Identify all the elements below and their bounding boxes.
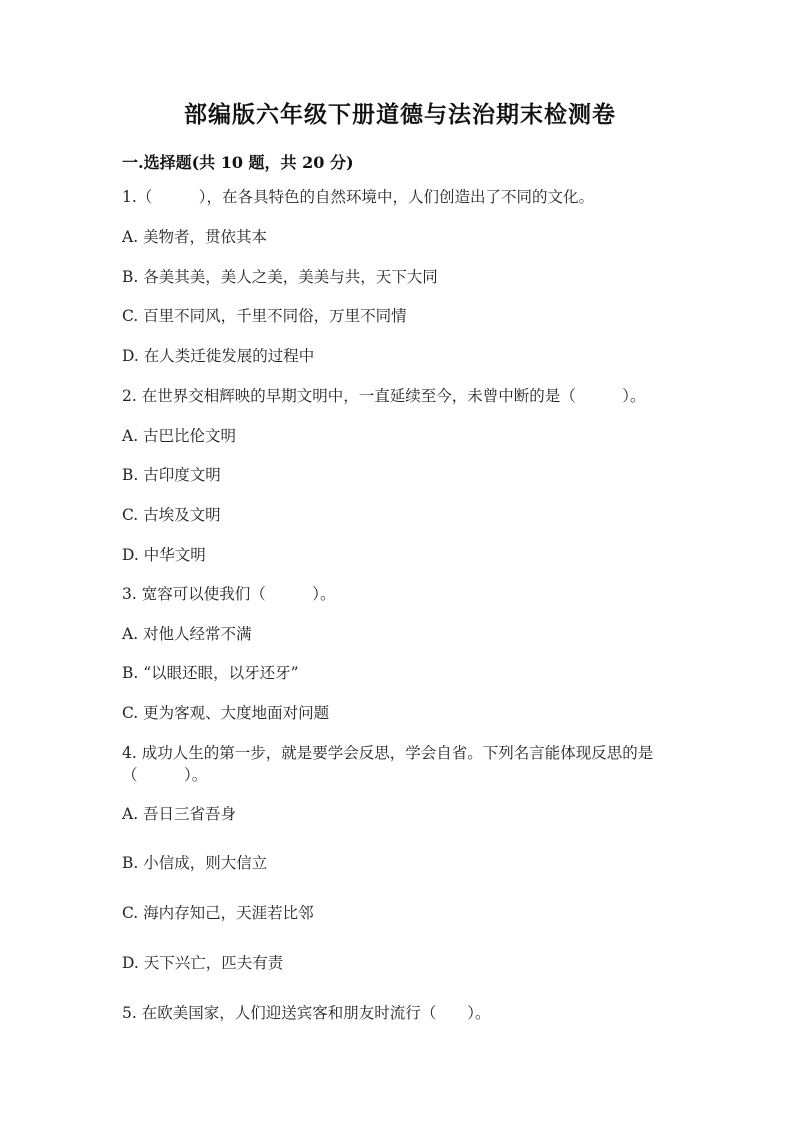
question-1-option-d: D. 在人类迁徙发展的过程中	[122, 347, 315, 365]
question-3-option-c: C. 更为客观、大度地面对问题	[122, 704, 330, 722]
question-4-option-a: A. 吾日三省吾身	[122, 805, 237, 823]
question-2-option-d: D. 中华文明	[122, 546, 206, 564]
question-3-option-b: B. “以眼还眼，以牙还牙”	[122, 664, 299, 682]
question-2-stem: 2. 在世界交相辉映的早期文明中，一直延续至今，未曾中断的是（ ）。	[122, 387, 646, 405]
question-4-option-b: B. 小信成，则大信立	[122, 854, 268, 872]
question-3-stem: 3. 宽容可以使我们（ ）。	[122, 585, 336, 603]
section-heading: 一.选择题(共 10 题，共 20 分)	[122, 153, 354, 172]
question-1-stem: 1.（ ），在各具特色的自然环境中，人们创造出了不同的文化。	[122, 188, 595, 206]
question-2-option-b: B. 古印度文明	[122, 466, 221, 484]
question-1-option-b: B. 各美其美，美人之美，美美与共，天下大同	[122, 268, 438, 286]
question-4-stem-line-2: （ ）。	[122, 766, 208, 784]
question-4-option-c: C. 海内存知己，天涯若比邻	[122, 904, 314, 922]
question-1-option-c: C. 百里不同风，千里不同俗，万里不同情	[122, 307, 407, 325]
question-2-option-a: A. 古巴比伦文明	[122, 427, 237, 445]
question-3-option-a: A. 对他人经常不满	[122, 625, 252, 643]
question-5-stem: 5. 在欧美国家，人们迎送宾客和朋友时流行（ ）。	[122, 1004, 491, 1022]
question-2-option-c: C. 古埃及文明	[122, 506, 221, 524]
question-4-stem-line-1: 4. 成功人生的第一步，就是要学会反思，学会自省。下列名言能体现反思的是	[122, 744, 654, 762]
question-4-option-d: D. 天下兴亡，匹夫有责	[122, 954, 284, 972]
question-1-option-a: A. 美物者，贯依其本	[122, 228, 268, 246]
page-title: 部编版六年级下册道德与法治期末检测卷	[184, 101, 616, 128]
